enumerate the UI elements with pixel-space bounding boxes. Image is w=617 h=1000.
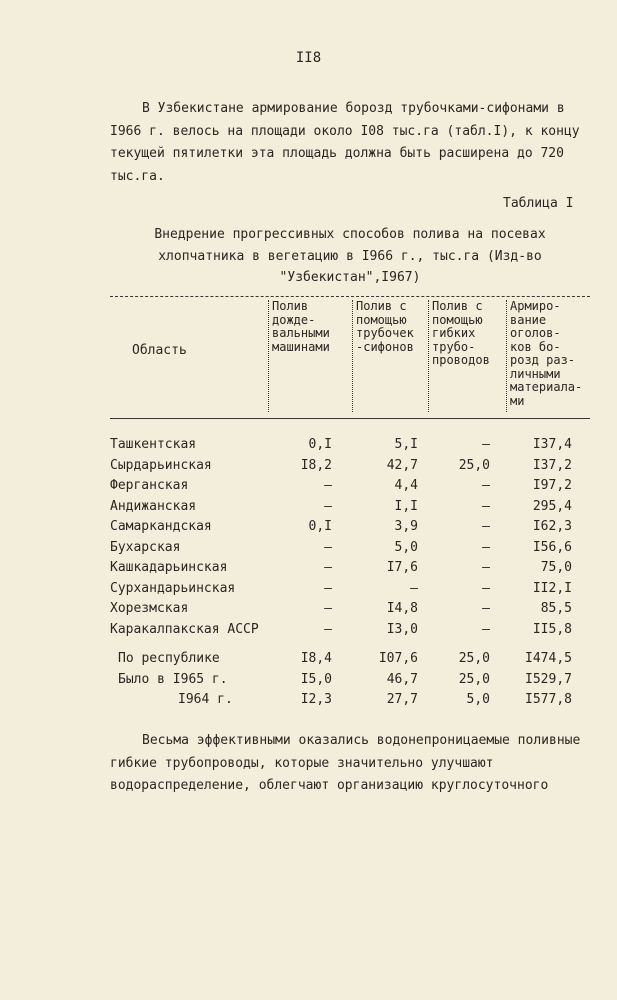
table-cell: I474,5 (525, 651, 572, 666)
table-cell: I3,0 (386, 621, 418, 637)
table-cell: 75,0 (540, 560, 572, 575)
header-divider (268, 300, 269, 412)
table-cell: – (324, 539, 332, 555)
table-cell: I8,2 (300, 457, 332, 473)
table-cell: 295,4 (532, 498, 572, 514)
region-name: Ферганская (110, 478, 189, 493)
table-label: Таблица I (503, 196, 574, 211)
paragraph-1: В Узбекистане армирование борозд трубочками-сифонами в I966 г. велось на площади около I08 тыс.га (табл.I), к концу текущей пятилетки эта площадь должна быть расширена до 720 тыс.га. (110, 101, 580, 184)
table-cell: – (482, 601, 490, 616)
table-cell: 5,I (394, 437, 418, 452)
table-cell: – (324, 478, 332, 493)
header-sprinkler: Полив дожде- вальными машинами (272, 299, 330, 354)
table-cell: 85,5 (540, 601, 572, 616)
table-cell: I62,3 (532, 519, 572, 534)
table-cell: 46,7 (386, 671, 418, 687)
table-cell: – (482, 580, 490, 596)
region-name: Кашкадарьинская (110, 560, 228, 575)
region-name: Ташкентская (110, 437, 197, 452)
table-cell: 0,I (308, 519, 332, 534)
region-name: Хорезмская (110, 601, 189, 616)
table-cell: I56,6 (532, 539, 572, 555)
header-divider (428, 300, 429, 412)
table-cell: I37,2 (532, 457, 572, 473)
table-cell: I97,2 (532, 478, 572, 493)
paragraph-2: Весьма эффективными оказались водонепроницаемые поливные гибкие трубопроводы, которые значительно улучшают водораспределение, облегчают организацию круглосуточного (110, 733, 581, 793)
table-row (0, 499, 617, 519)
table-cell: – (482, 560, 490, 575)
table-cell: I7,6 (386, 560, 418, 575)
table-cell: 5,0 (394, 539, 418, 555)
table-cell: – (482, 519, 490, 534)
table-row (0, 622, 617, 642)
region-name: По республике (118, 651, 220, 666)
header-divider (352, 300, 353, 412)
table-cell: I2,3 (300, 692, 332, 707)
table-caption: Внедрение прогрессивных способов полива на посевах хлопчатника в вегетацию в I966 г., тыс.га (Изд-во "Узбекистан",I967) (154, 227, 546, 285)
table-cell: – (482, 437, 490, 452)
region-name: Андижанская (110, 498, 197, 514)
region-name: Бухарская (110, 539, 181, 555)
table-cell: – (324, 580, 332, 596)
table-cell: 25,0 (458, 671, 490, 687)
table-header-rule (110, 418, 590, 419)
table-cell: – (324, 498, 332, 514)
table-cell: 27,7 (386, 692, 418, 707)
total-row (0, 672, 617, 692)
table-row (0, 540, 617, 560)
header-divider (506, 300, 507, 412)
table-cell: II2,I (532, 580, 572, 596)
table-row (0, 519, 617, 539)
table-cell: 5,0 (466, 692, 490, 707)
total-row (0, 651, 617, 671)
table-row (0, 478, 617, 498)
page-number: II8 (295, 50, 322, 66)
region-name: Сурхандарьинская (110, 580, 236, 596)
table-cell: 42,7 (386, 457, 418, 473)
table-cell: I07,6 (378, 651, 418, 666)
table-cell: – (324, 621, 332, 637)
table-row (0, 581, 617, 601)
region-name: I964 г. (178, 692, 233, 707)
table-cell: I8,4 (300, 651, 332, 666)
table-cell: I,I (394, 498, 418, 514)
header-region: Область (132, 343, 187, 358)
table-row (0, 458, 617, 478)
table-cell: I4,8 (386, 601, 418, 616)
table-cell: – (482, 539, 490, 555)
region-name: Сырдарьинская (110, 457, 212, 473)
table-cell: – (324, 601, 332, 616)
table-cell: – (482, 621, 490, 637)
table-row (0, 560, 617, 580)
total-row (0, 692, 617, 712)
table-cell: 25,0 (458, 651, 490, 666)
table-cell: I577,8 (525, 692, 572, 707)
table-cell: – (324, 560, 332, 575)
table-cell: I529,7 (525, 671, 572, 687)
region-name: Было в I965 г. (118, 671, 228, 687)
table-cell: I5,0 (300, 671, 332, 687)
table-cell: 25,0 (458, 457, 490, 473)
table-cell: I37,4 (532, 437, 572, 452)
header-reinforcement: Армиро- вание оголов- ков бо- розд раз- личными материала- ми (510, 299, 583, 408)
table-cell: 3,9 (394, 519, 418, 534)
region-name: Самаркандская (110, 519, 212, 534)
table-row (0, 437, 617, 457)
table-cell: 0,I (308, 437, 332, 452)
table-cell: II5,8 (532, 621, 572, 637)
table-top-rule (110, 296, 590, 297)
table-cell: – (482, 478, 490, 493)
header-flexible-pipes: Полив с помощью гибких трубо- проводов (432, 299, 490, 367)
table-cell: – (482, 498, 490, 514)
region-name: Каракалпакская АССР (110, 621, 259, 637)
table-cell: – (410, 580, 418, 596)
table-cell: 4,4 (394, 478, 418, 493)
table-row (0, 601, 617, 621)
header-siphon: Полив с помощью трубочек -сифонов (356, 299, 414, 354)
